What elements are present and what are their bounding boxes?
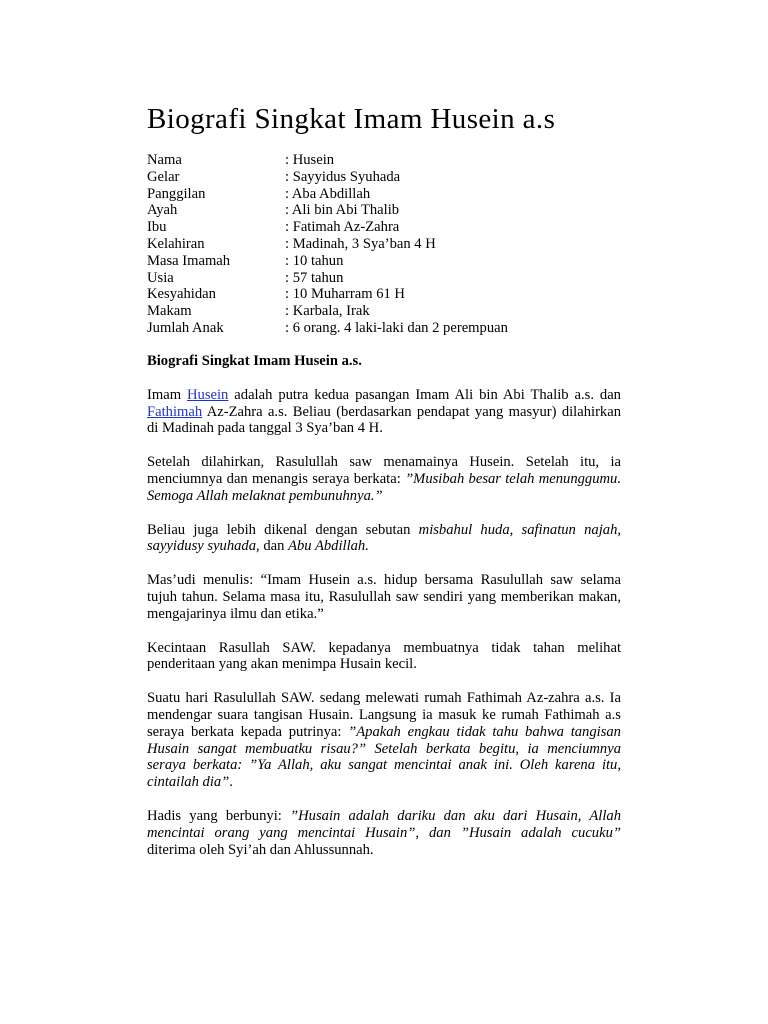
info-value: : Fatimah Az-Zahra [285,219,400,236]
paragraph: Kecintaan Rasullah SAW. kepadanya membuatnya tidak tahan melihat penderitaan yang akan menimpa Husain kecil. [147,639,621,673]
paragraph: Mas’udi menulis: “Imam Husein a.s. hidup bersama Rasulullah saw selama tujuh tahun. Selama masa itu, Rasulullah saw sendiri yang memberikan makan, mengajarinya ilmu dan etika.” [147,572,621,622]
paragraph-text: dan [259,538,289,555]
quote-text: ”Apakah engkau tidak tahu bahwa tangisan Husain sangat membuatku risau?” Setelah berkata begitu, ia menciumnya seraya berkata: ”Ya Allah, aku sangat mencintai anak ini. Oleh karena itu, cintailah dia” [147,723,621,791]
paragraph-text: Imam [147,386,187,403]
info-label: Usia [147,269,174,286]
info-label: Kelahiran [147,235,205,252]
info-value: : Ali bin Abi Thalib [285,202,400,219]
info-label: Panggilan [147,185,206,202]
link-husein[interactable]: Husein [187,386,229,403]
link-fathimah[interactable]: Fathimah [147,403,203,420]
quote-text: ”Husain adalah dariku dan aku dari Husain, Allah mencintai orang yang mencintai Husain”, dan ”Husain adalah cucuku” [147,807,621,841]
info-row [147,286,627,303]
paragraph-text: . [229,774,233,791]
info-value: : Karbala, Irak [285,303,370,320]
paragraph-text: Suatu hari Rasulullah SAW. sedang melewati rumah Fathimah Az-zahra a.s. Ia mendengar suara tangisan Husain. Langsung ia masuk ke rumah Fathimah a.s seraya berkata kepada putrinya: [147,690,621,740]
info-label: Jumlah Anak [147,319,224,336]
article-body [147,353,621,875]
info-value: : Husein [285,152,335,168]
info-row [147,169,627,186]
info-value: : 6 orang. 4 laki-laki dan 2 perempuan [285,319,508,336]
paragraph-text: Setelah dilahirkan, Rasulullah saw menamainya Husein. Setelah itu, ia menciumnya dan menangis seraya berkata: [147,454,621,487]
info-row [147,202,627,219]
info-row [147,186,627,203]
italic-text: misbahul huda, safinatun najah, sayyidusy syuhada, [147,521,622,555]
paragraph-text: Az-Zahra a.s. Beliau (berdasarkan pendapat yang masyur) dilahirkan di Madinah pada tanggal 3 Sya’ban 4 H. [147,403,621,437]
info-value: : Aba Abdillah [285,185,371,202]
italic-text: Abu Abdillah. [288,538,369,555]
info-label: Gelar [147,168,180,185]
info-label: Kesyahidan [147,286,216,303]
info-value: : 57 tahun [285,269,344,286]
info-row [147,236,627,253]
paragraph-text: diterima oleh Syi’ah dan Ahlussunnah. [147,841,374,858]
info-value: : 10 tahun [285,252,344,269]
paragraph [147,454,621,504]
paragraph-text: Hadis yang berbunyi: [147,807,291,824]
info-value: : Sayyidus Syuhada [285,168,401,185]
info-row [147,219,627,236]
info-row [147,320,627,337]
paragraph [147,387,621,437]
quote-text: ”Musibah besar telah menunggumu. Semoga Allah melaknat pembunuhnya.” [147,470,621,504]
paragraph-text: adalah putra kedua pasangan Imam Ali bin Abi Thalib a.s. dan [228,386,621,403]
info-value: : Madinah, 3 Sya’ban 4 H [285,235,436,252]
info-label: Ibu [147,219,167,236]
info-row [147,152,627,169]
paragraph-text: Beliau juga lebih dikenal dengan sebutan [147,521,419,538]
info-label: Nama [147,152,182,168]
info-table [147,152,627,337]
section-heading: Biografi Singkat Imam Husein a.s. [147,353,362,369]
info-value: : 10 Muharram 61 H [285,286,405,303]
info-label: Masa Imamah [147,252,231,269]
info-row [147,253,627,270]
info-row [147,303,627,320]
paragraph [147,522,621,556]
info-row [147,270,627,287]
paragraph [147,690,621,791]
page-title: Biografi Singkat Imam Husein a.s [147,103,556,135]
info-label: Makam [147,303,192,320]
info-label: Ayah [147,202,178,219]
paragraph [147,808,621,858]
